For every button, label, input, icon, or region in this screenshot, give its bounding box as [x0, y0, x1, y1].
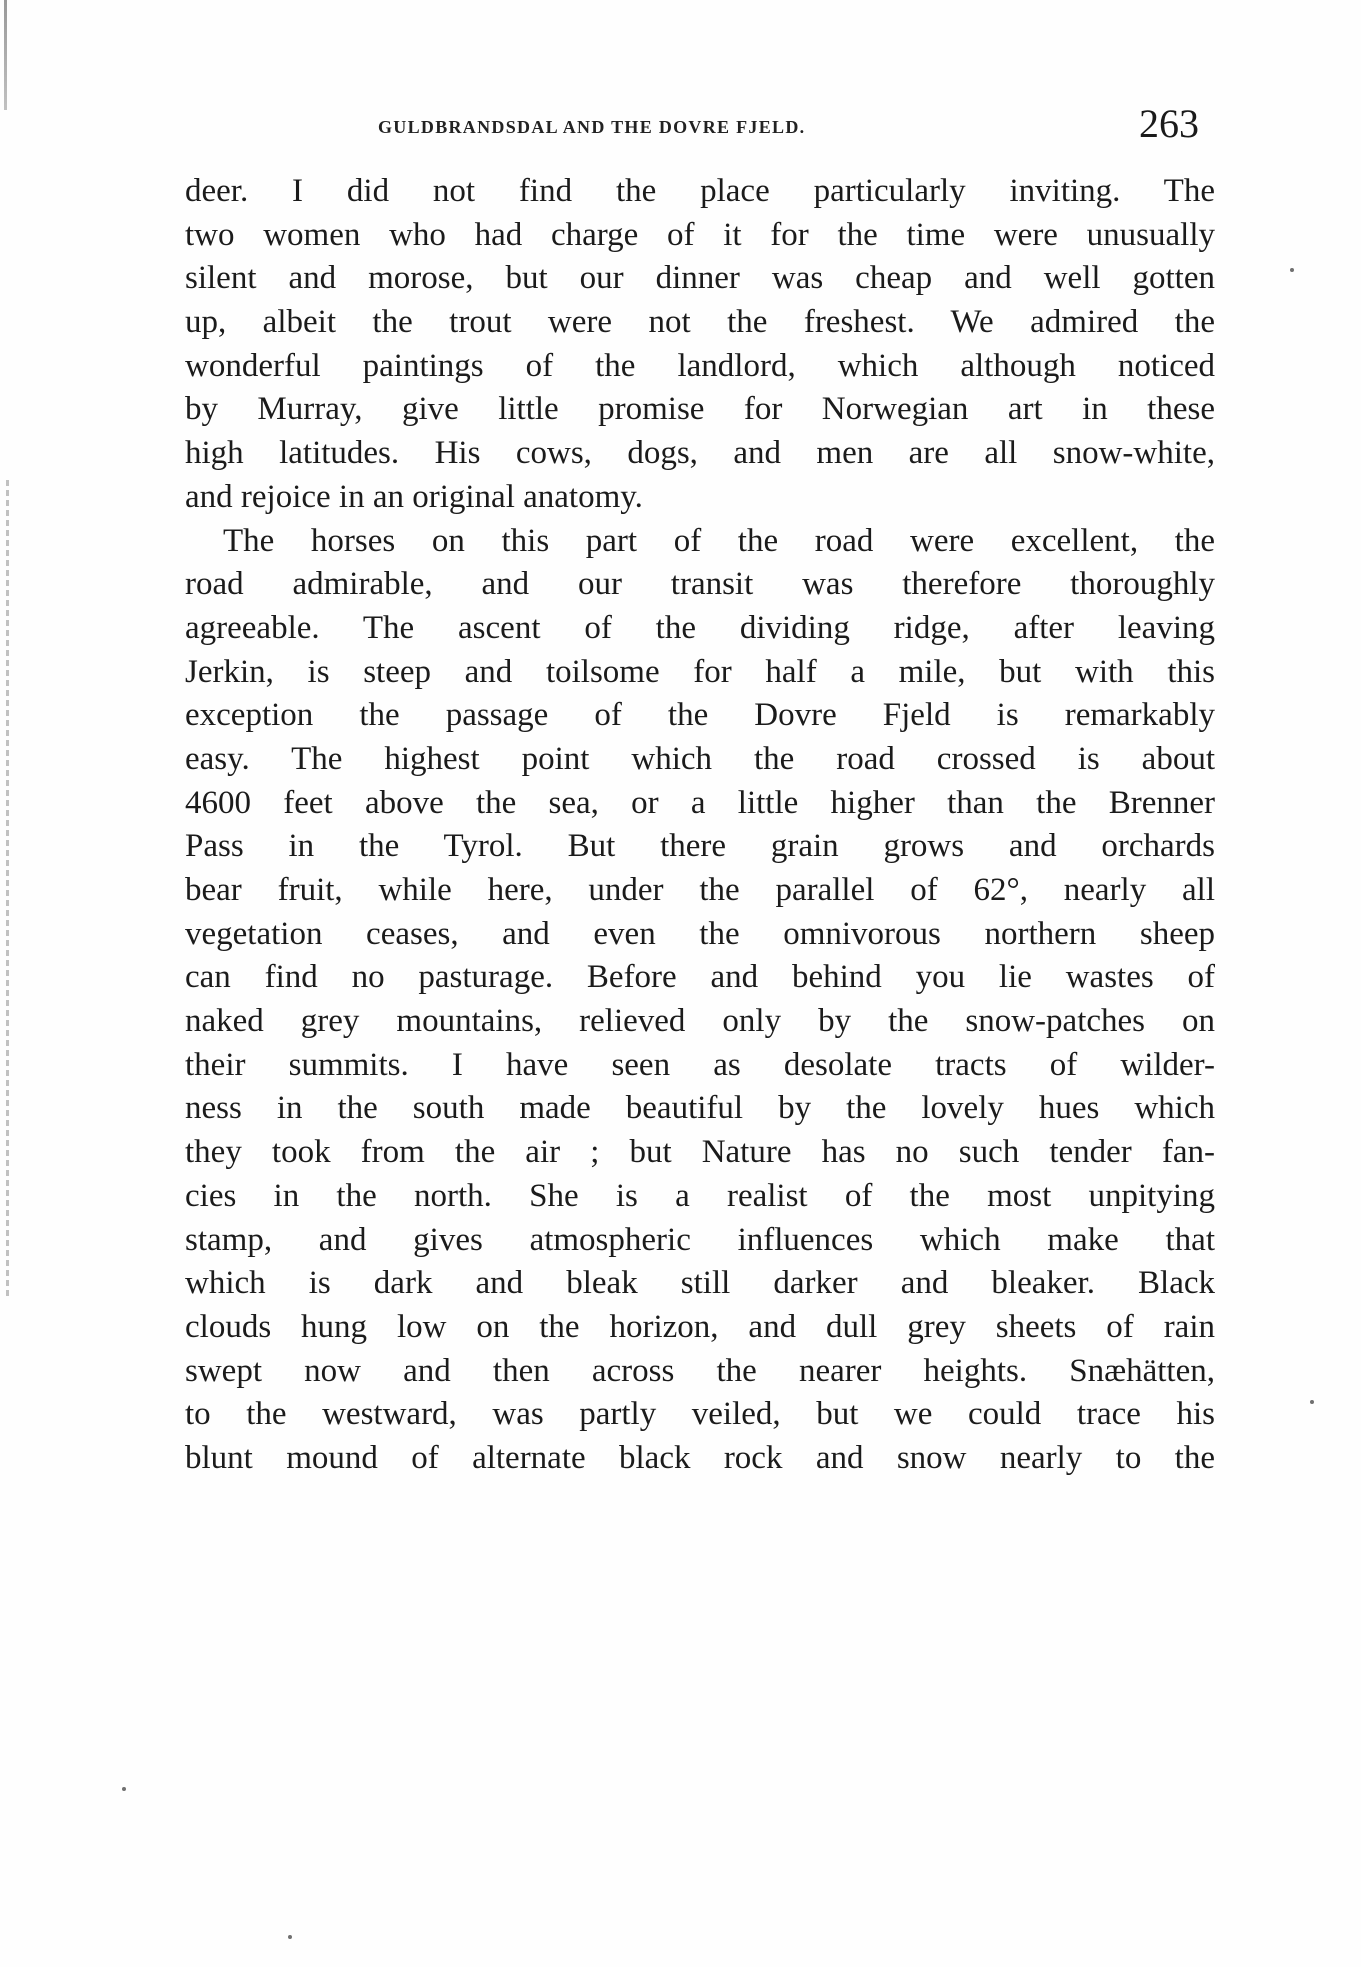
text-line: naked grey mountains, relieved only by the snow-patches on	[185, 1003, 1215, 1040]
paragraph-1	[185, 170, 1215, 520]
running-head: GULDBRANDSDAL AND THE DOVRE FJELD.	[378, 117, 806, 137]
text-line: their summits. I have seen as desolate tracts of wilder-	[185, 1046, 1215, 1083]
text-line: The horses on this part of the road were excellent, the	[223, 522, 1215, 559]
text-line: by Murray, give little promise for Norwegian art in these	[185, 391, 1215, 428]
text-line: to the westward, was partly veiled, but we could trace his	[185, 1396, 1215, 1433]
text-line: and rejoice in an original anatomy.	[185, 478, 643, 515]
paragraph-2	[185, 520, 1215, 1481]
text-line: silent and morose, but our dinner was cheap and well gotten	[185, 260, 1215, 297]
text-line: deer. I did not find the place particularly inviting. The	[185, 173, 1215, 209]
text-line: cies in the north. She is a realist of the most unpitying	[185, 1177, 1215, 1214]
text-line: up, albeit the trout were not the freshest. We admired the	[185, 304, 1215, 341]
text-line: easy. The highest point which the road crossed is about	[185, 740, 1215, 777]
text-line: Jerkin, is steep and toilsome for half a mile, but with this	[185, 653, 1215, 690]
binding-edge-mark	[4, 0, 7, 110]
text-line: two women who had charge of it for the time were unusually	[185, 216, 1215, 253]
text-line: vegetation ceases, and even the omnivorous northern sheep	[185, 915, 1215, 952]
page-number: 263	[1139, 101, 1199, 146]
text-line: Pass in the Tyrol. But there grain grows and orchards	[185, 828, 1215, 865]
text-line: stamp, and gives atmospheric influences which make that	[185, 1221, 1215, 1258]
text-line: high latitudes. His cows, dogs, and men are all snow-white,	[185, 435, 1215, 472]
text-line: 4600 feet above the sea, or a little higher than the Brenner	[185, 784, 1215, 821]
text-line: agreeable. The ascent of the dividing ridge, after leaving	[185, 609, 1215, 646]
text-line: swept now and then across the nearer heights. Snæhätten,	[185, 1352, 1215, 1389]
text-line: which is dark and bleak still darker and bleaker. Black	[185, 1265, 1215, 1302]
text-line: they took from the air ; but Nature has no such tender fan-	[185, 1134, 1215, 1171]
text-line: wonderful paintings of the landlord, which although noticed	[185, 347, 1215, 384]
text-line: clouds hung low on the horizon, and dull grey sheets of rain	[185, 1308, 1215, 1345]
text-line: road admirable, and our transit was therefore thoroughly	[185, 566, 1215, 603]
print-speck	[1310, 1400, 1314, 1404]
page-header	[185, 100, 1215, 150]
text-line: exception the passage of the Dovre Fjeld is remarkably	[185, 697, 1215, 734]
print-speck	[122, 1787, 126, 1791]
text-line: can find no pasturage. Before and behind you lie wastes of	[185, 959, 1215, 996]
body-text	[185, 170, 1215, 1481]
print-speck	[1290, 268, 1294, 272]
text-line: ness in the south made beautiful by the lovely hues which	[185, 1090, 1215, 1127]
print-speck	[288, 1935, 292, 1939]
text-line: bear fruit, while here, under the parallel of 62°, nearly all	[185, 872, 1215, 908]
text-line: blunt mound of alternate black rock and snow nearly to the	[185, 1439, 1215, 1476]
binding-edge-shadow	[6, 480, 9, 1300]
